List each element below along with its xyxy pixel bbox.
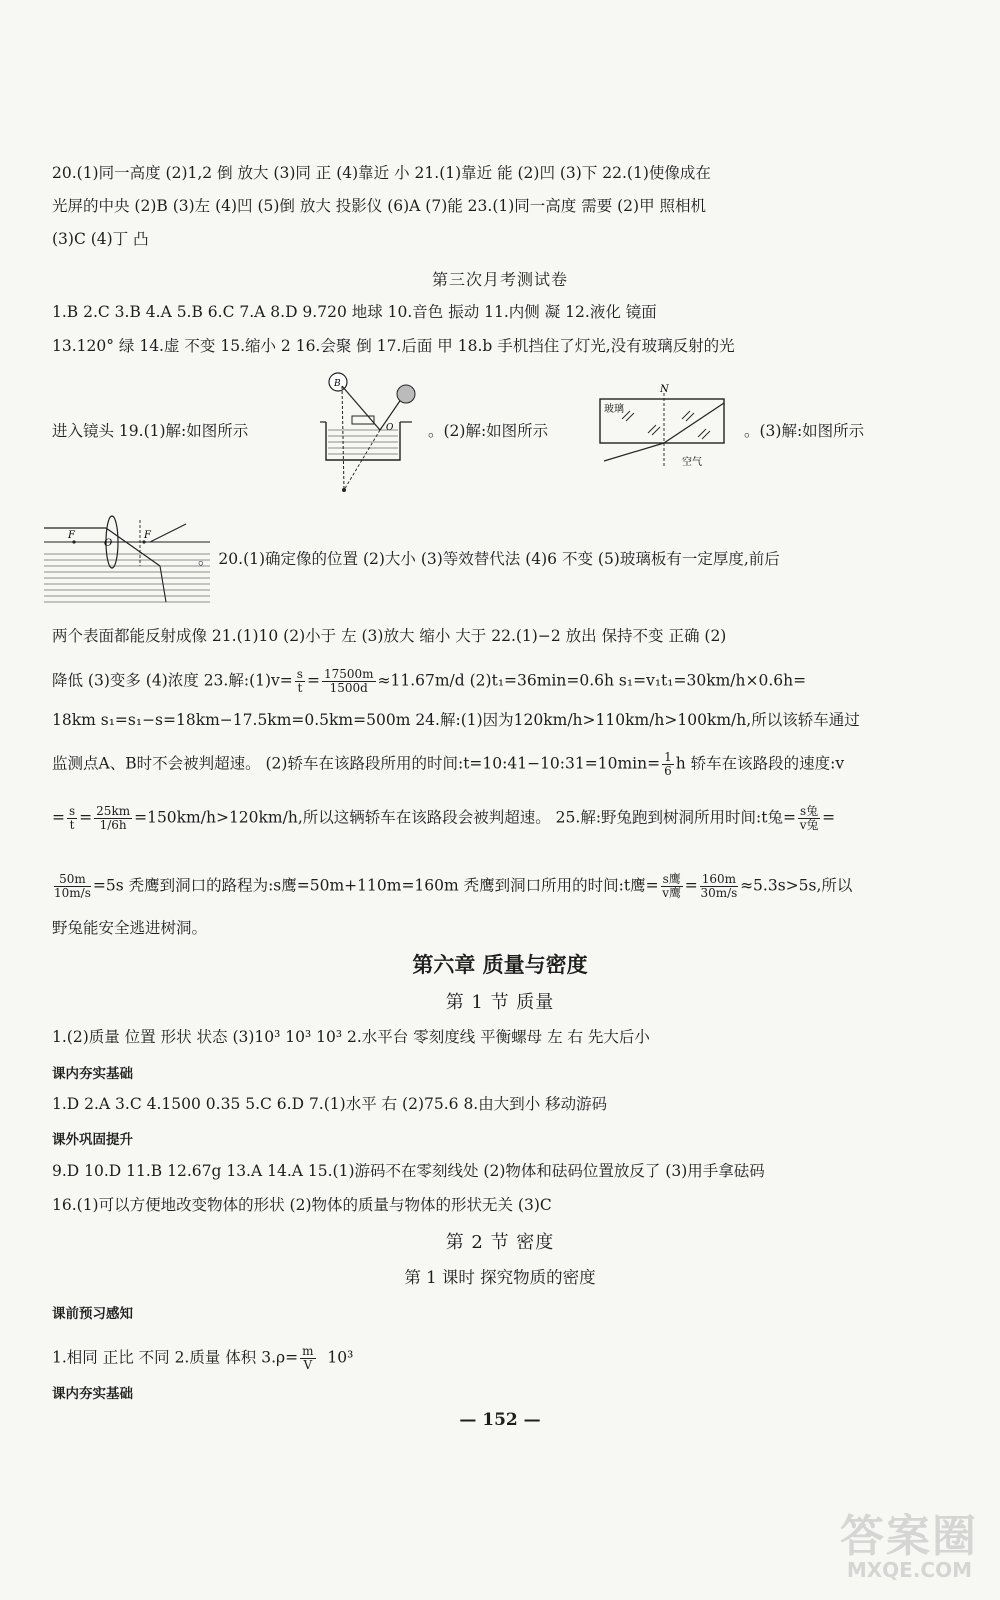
answer-line: 18km s₁=s₁−s=18km−17.5km=0.5km=500m 24.解:(1)因为120km/h>110km/h>100km/h,所以该轿车通过	[52, 711, 860, 729]
answer-line: 野兔能安全逃进树洞。	[52, 919, 208, 937]
answer-line: 1.(2)质量 位置 形状 状态 (3)10³ 10³ 10³ 2.水平台 零刻度线 平衡螺母 左 右 先大后小	[52, 1028, 650, 1046]
chapter-title: 第六章 质量与密度	[412, 953, 588, 977]
label-o: O	[104, 538, 113, 549]
answer-line: 9.D 10.D 11.B 12.67g 13.A 14.A 15.(1)游码不在零刻线处 (2)物体和砝码位置放反了 (3)用手拿砝码	[52, 1162, 765, 1180]
watermark-url: MXQE.COM	[846, 1558, 972, 1582]
answer-line: (3)C (4)丁 凸	[52, 230, 149, 248]
label-n: N	[660, 384, 669, 395]
answer-line-with-formula: 1.相同 正比 不同 2.质量 体积 3.ρ= $\frac{m}{V}$ 10³	[52, 1344, 354, 1373]
lesson-title: 第 1 课时 探究物质的密度	[404, 1268, 596, 1287]
label-f2: F	[144, 530, 151, 541]
section-title: 第 2 节 密度	[445, 1232, 555, 1253]
answer-line: 光屏的中央 (2)B (3)左 (4)凹 (5)倒 放大 投影仪 (6)A (7)能 23.(1)同一高度 需要 (2)甲 照相机	[52, 197, 707, 215]
answer-line-with-formula: 降低 (3)变多 (4)浓度 23.解:(1)v= $\frac{s}{t}$ = $\frac{17500m}{1500d}$ ≈11.67m/d (2)t₁=36min=0.6h s₁=v₁t₁=30km/h×0.6h=	[52, 667, 807, 696]
answer-line-with-formula: 监测点A、B时不会被判超速。 (2)轿车在该路段所用的时间:t=10:41−10:31=10min= $\frac{1}{6}$ h 轿车在该路段的速度:v	[52, 750, 845, 779]
answer-line: 1.B 2.C 3.B 4.A 5.B 6.C 7.A 8.D 9.720 地球 10.音色 振动 11.内侧 凝 12.液化 镜面	[52, 303, 657, 321]
watermark-logo	[818, 1500, 978, 1590]
refraction-figure	[598, 383, 738, 478]
answer-line: 16.(1)可以方便地改变物体的形状 (2)物体的质量与物体的形状无关 (3)C	[52, 1196, 552, 1214]
label-o: O	[386, 423, 394, 433]
exam-title: 第三次月考测试卷	[431, 270, 568, 289]
answer-line: 13.120° 绿 14.虚 不变 15.缩小 2 16.会聚 倒 17.后面 甲 18.b 手机挡住了灯光,没有玻璃反射的光	[52, 337, 735, 355]
label-glass: 玻璃	[604, 404, 624, 415]
answer-line: 两个表面都能反射成像 21.(1)10 (2)小于 左 (3)放大 缩小 大于 22.(1)−2 放出 保持不变 正确 (2)	[52, 627, 727, 645]
answer-line: 进入镜头 19.(1)解:如图所示	[52, 422, 249, 440]
answer-line: 。(2)解:如图所示	[428, 422, 549, 440]
label-air: 空气	[682, 457, 702, 468]
answer-line: 1.D 2.A 3.C 4.1500 0.35 5.C 6.D 7.(1)水平 右 (2)75.6 8.由大到小 移动游码	[52, 1095, 608, 1113]
subsection-label: 课前预习感知	[52, 1306, 133, 1322]
answer-line: 20.(1)同一高度 (2)1,2 倒 放大 (3)同 正 (4)靠近 小 21.(1)靠近 能 (2)凹 (3)下 22.(1)使像成在	[52, 164, 711, 182]
answer-line-with-formula: $\frac{50m}{10m/s}$ =5s 秃鹰到洞口的路程为:s鹰=50m+110m=160m 秃鹰到洞口所用的时间:t鹰= $\frac{\text{s鹰}}{\text{v鹰}}$ = $\frac{160m}{30m/s}$ ≈5.3s>5s,所以	[54, 872, 853, 901]
subsection-label: 课内夯实基础	[52, 1066, 133, 1082]
answer-line: 。 20.(1)确定像的位置 (2)大小 (3)等效替代法 (4)6 不变 (5)玻璃板有一定厚度,前后	[198, 550, 780, 568]
answer-line-with-formula: = $\frac{s}{t}$ = $\frac{25km}{1/6h}$ =150km/h>120km/h,所以这辆轿车在该路段会被判超速。 25.解:野兔跑到树洞所用时间:t兔= $\frac{\text{s兔}}{\text{v兔}}$ =	[52, 804, 836, 833]
label-f1: F	[68, 530, 75, 541]
watermark-text: 答案圈	[840, 1511, 978, 1562]
page-number: — 152 —	[459, 1410, 541, 1430]
label-b: B	[334, 379, 341, 389]
reflection-figure	[320, 370, 420, 495]
section-title: 第 1 节 质量	[445, 992, 555, 1013]
answer-line: 。(3)解:如图所示	[744, 422, 865, 440]
lens-figure	[40, 514, 212, 614]
subsection-label: 课外巩固提升	[52, 1132, 133, 1148]
subsection-label: 课内夯实基础	[52, 1386, 133, 1402]
